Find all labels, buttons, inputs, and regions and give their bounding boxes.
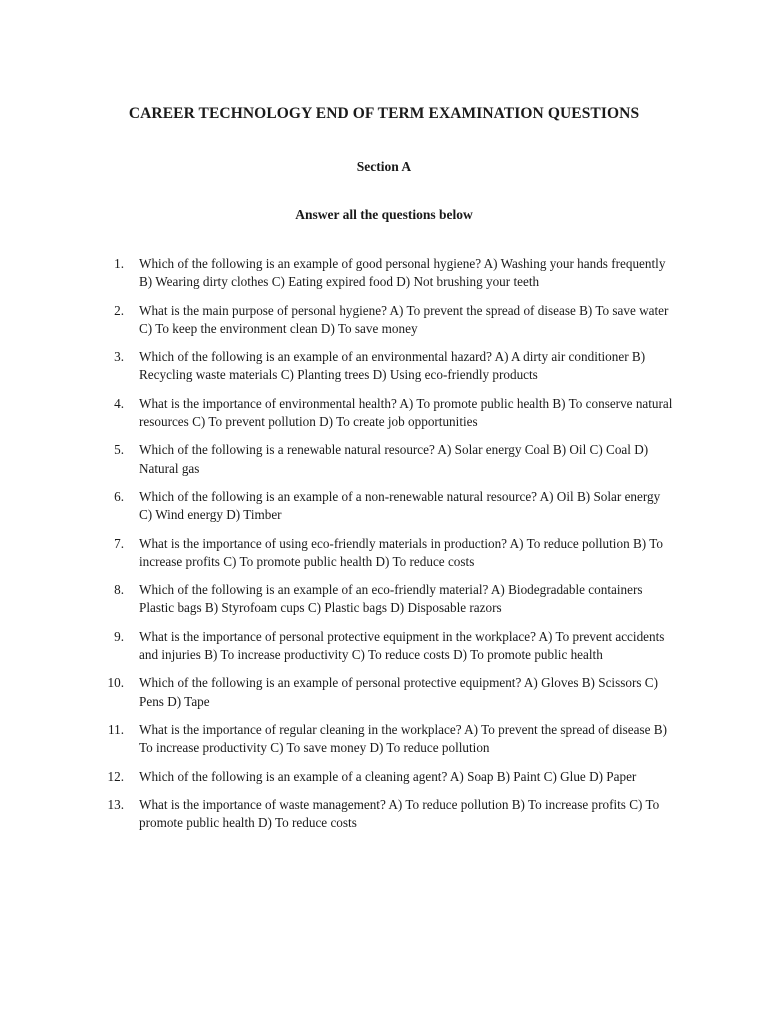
question-item xyxy=(94,721,674,758)
question-item xyxy=(94,488,674,525)
question-item xyxy=(94,535,674,572)
question-list xyxy=(94,224,674,832)
question-number: 12. xyxy=(107,768,124,784)
question-number: 5. xyxy=(114,442,124,458)
question-text: Which of the following is a renewable natural resource? A) Solar energy Coal B) Oil C) Coal D) Natural gas xyxy=(139,442,649,476)
question-item xyxy=(94,796,674,833)
instruction-heading: Answer all the questions below xyxy=(295,207,473,222)
page-title: CAREER TECHNOLOGY END OF TERM EXAMINATION QUESTIONS xyxy=(128,105,640,122)
question-item xyxy=(94,302,674,339)
question-number: 13. xyxy=(107,796,124,812)
question-item xyxy=(94,581,674,618)
question-text: Which of the following is an example of a cleaning agent? A) Soap B) Paint C) Glue D) Paper xyxy=(139,768,637,784)
question-number: 7. xyxy=(114,535,124,551)
question-number: 4. xyxy=(114,395,124,411)
question-number: 8. xyxy=(114,582,124,598)
question-text: What is the importance of using eco-friendly materials in production? A) To reduce pollution B) To increase profits C) To promote public health D) To reduce costs xyxy=(139,535,663,569)
document-content xyxy=(94,0,674,842)
question-item xyxy=(94,441,674,478)
question-number: 1. xyxy=(114,256,124,271)
question-item xyxy=(94,628,674,665)
question-text: What is the importance of waste management? A) To reduce pollution B) To increase profits C) To promote public health D) To reduce costs xyxy=(139,796,660,831)
question-text: Which of the following is an example of good personal hygiene? A) Washing your hands frequently B) Wearing dirty clothes C) Eating expired food D) Not brushing your teeth xyxy=(139,256,666,290)
question-number: 3. xyxy=(114,349,124,365)
question-text: Which of the following is an example of an environmental hazard? A) A dirty air conditioner B) Recycling waste materials C) Planting trees D) Using eco-friendly products xyxy=(139,349,646,383)
question-number: 6. xyxy=(114,488,124,504)
title-block xyxy=(94,0,674,128)
question-number: 2. xyxy=(114,302,124,318)
question-number: 11. xyxy=(108,721,124,737)
question-text: Which of the following is an example of an eco-friendly material? A) Biodegradable containers Plastic bags B) Styrofoam cups C) Plastic bags D) Disposable razors xyxy=(139,582,643,616)
section-heading: Section A xyxy=(356,159,412,174)
question-number: 10. xyxy=(107,675,124,691)
question-item xyxy=(94,768,674,786)
question-item xyxy=(94,674,674,711)
question-text: What is the importance of regular cleaning in the workplace? A) To prevent the spread of disease B) To increase productivity C) To save money D) To reduce pollution xyxy=(139,721,667,756)
question-item xyxy=(94,348,674,385)
question-text: Which of the following is an example of personal protective equipment? A) Gloves B) Scissors C) Pens D) Tape xyxy=(139,675,658,709)
question-item xyxy=(94,395,674,432)
question-text: What is the importance of personal protective equipment in the workplace? A) To prevent accidents and injuries B) To increase productivity C) To reduce costs D) To promote public health xyxy=(139,628,665,663)
question-item xyxy=(94,255,674,292)
question-text: What is the importance of environmental health? A) To promote public health B) To conserve natural resources C) To prevent pollution D) To create job opportunities xyxy=(139,395,673,430)
question-text: Which of the following is an example of a non-renewable natural resource? A) Oil B) Solar energy C) Wind energy D) Timber xyxy=(139,488,661,523)
question-text: What is the main purpose of personal hygiene? A) To prevent the spread of disease B) To save water C) To keep the environment clean D) To save money xyxy=(139,302,669,336)
question-number: 9. xyxy=(114,628,124,644)
